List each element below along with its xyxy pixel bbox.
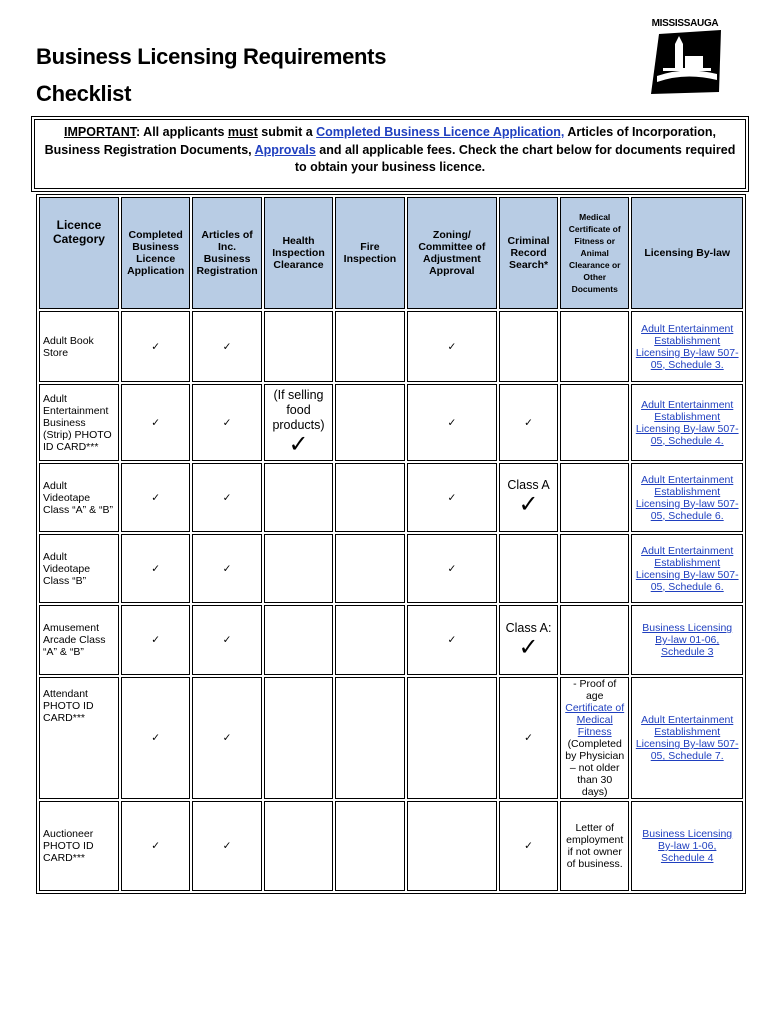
table-row — [39, 677, 743, 799]
important-notice-text — [41, 124, 739, 177]
empty-cell — [264, 605, 333, 675]
check-icon: ✓ — [518, 633, 539, 661]
medical-note-pre: - Proof of age — [573, 678, 617, 702]
medical-note-cell — [560, 677, 629, 799]
check-icon: ✓ — [192, 384, 261, 461]
header-medical-certificate: Medical Certificate of Fitness or Animal Clearance or Other Documents — [560, 197, 629, 309]
criminal-class-note: Class A — [507, 478, 550, 492]
notice-part-4: and all applicable fees. Check the chart below for documents required to obtain your business licence. — [294, 142, 736, 174]
criminal-class-cell — [499, 605, 558, 675]
row-category: Attendant PHOTO ID CARD*** — [39, 677, 119, 799]
check-icon: ✓ — [192, 801, 261, 891]
empty-cell — [407, 677, 497, 799]
empty-cell — [335, 311, 404, 382]
check-icon: ✓ — [407, 311, 497, 382]
check-icon: ✓ — [407, 463, 497, 532]
bylaw-link[interactable]: Adult Entertainment Establishment Licensing By-law 507-05, Schedule 7. — [631, 677, 743, 799]
check-icon: ✓ — [499, 384, 558, 461]
header-health-inspection: Health Inspection Clearance — [264, 197, 333, 309]
empty-cell — [335, 677, 404, 799]
table-row — [39, 311, 743, 382]
check-icon: ✓ — [192, 677, 261, 799]
completed-application-link[interactable]: Completed Business Licence Application, — [316, 125, 565, 139]
header-criminal-record: Criminal Record Search* — [499, 197, 558, 309]
logo-wordmark: MISSISSAUGA — [651, 18, 719, 29]
notice-part-3: Articles of Incorporation, Business Registration Documents, — [44, 125, 716, 157]
check-icon: ✓ — [192, 311, 261, 382]
row-category: Adult Book Store — [39, 311, 119, 382]
table-row — [39, 605, 743, 675]
empty-cell — [335, 801, 404, 891]
table-row — [39, 463, 743, 532]
bylaw-link[interactable]: Business Licensing By-law 1-06, Schedule 4 — [631, 801, 743, 891]
check-icon: ✓ — [499, 801, 558, 891]
row-category: Amusement Arcade Class “A” & “B” — [39, 605, 119, 675]
header-articles-of-inc: Articles of Inc. Business Registration — [192, 197, 261, 309]
criminal-class-cell — [499, 463, 558, 532]
empty-cell — [499, 311, 558, 382]
empty-cell — [560, 384, 629, 461]
empty-cell — [264, 534, 333, 603]
notice-part-2: submit a — [257, 125, 317, 139]
empty-cell — [264, 677, 333, 799]
medical-note-post: (Completed by Physician – not older than 30 days) — [565, 738, 625, 798]
table-row — [39, 534, 743, 603]
check-icon: ✓ — [407, 605, 497, 675]
important-notice-box — [34, 119, 746, 189]
table-header-row — [39, 197, 743, 309]
check-icon: ✓ — [288, 431, 309, 458]
bylaw-link[interactable]: Business Licensing By-law 01-06, Schedule 3 — [631, 605, 743, 675]
empty-cell — [335, 463, 404, 532]
health-note: (If selling food products) — [272, 388, 325, 432]
empty-cell — [560, 605, 629, 675]
row-category: Auctioneer PHOTO ID CARD*** — [39, 801, 119, 891]
check-icon: ✓ — [518, 491, 539, 518]
check-icon: ✓ — [407, 384, 497, 461]
bylaw-link[interactable]: Adult Entertainment Establishment Licensing By-law 507-05, Schedule 3. — [631, 311, 743, 382]
mississauga-logo — [645, 18, 725, 98]
check-icon: ✓ — [192, 463, 261, 532]
empty-cell — [335, 605, 404, 675]
empty-cell — [560, 534, 629, 603]
check-icon: ✓ — [121, 677, 190, 799]
row-category: Adult Entertainment Business (Strip) PHOTO ID CARD*** — [39, 384, 119, 461]
criminal-class-note: Class A: — [505, 620, 552, 635]
empty-cell — [560, 311, 629, 382]
header-licensing-bylaw: Licensing By-law — [631, 197, 743, 309]
check-icon: ✓ — [407, 534, 497, 603]
table-row — [39, 384, 743, 461]
header-zoning: Zoning/ Committee of Adjustment Approval — [407, 197, 497, 309]
medical-note: Letter of employment if not owner of business. — [560, 801, 629, 891]
requirements-table — [36, 194, 746, 894]
check-icon: ✓ — [121, 311, 190, 382]
check-icon: ✓ — [121, 384, 190, 461]
empty-cell — [407, 801, 497, 891]
check-icon: ✓ — [499, 677, 558, 799]
check-icon: ✓ — [121, 534, 190, 603]
important-label: IMPORTANT — [64, 125, 136, 139]
bylaw-link[interactable]: Adult Entertainment Establishment Licensing By-law 507-05, Schedule 6. — [631, 534, 743, 603]
empty-cell — [335, 534, 404, 603]
check-icon: ✓ — [121, 801, 190, 891]
notice-part-1: : All applicants — [136, 125, 228, 139]
page-title — [36, 38, 386, 112]
title-line-1: Business Licensing Requirements — [36, 44, 387, 69]
must-emphasis: must — [227, 125, 258, 139]
empty-cell — [264, 801, 333, 891]
header-fire-inspection: Fire Inspection — [335, 197, 404, 309]
health-note-cell — [264, 384, 333, 461]
row-category: Adult Videotape Class “A” & “B” — [39, 463, 119, 532]
empty-cell — [499, 534, 558, 603]
header-licence-category: Licence Category — [39, 197, 119, 309]
medical-certificate-link[interactable]: Certificate of Medical Fitness — [565, 702, 625, 738]
logo-emblem-icon — [645, 18, 725, 98]
row-category: Adult Videotape Class “B” — [39, 534, 119, 603]
empty-cell — [264, 311, 333, 382]
title-line-2: Checklist — [36, 81, 132, 106]
check-icon: ✓ — [192, 605, 261, 675]
check-icon: ✓ — [192, 534, 261, 603]
bylaw-link[interactable]: Adult Entertainment Establishment Licensing By-law 507-05, Schedule 6. — [631, 463, 743, 532]
empty-cell — [335, 384, 404, 461]
bylaw-link[interactable]: Adult Entertainment Establishment Licensing By-law 507-05, Schedule 4. — [631, 384, 743, 461]
approvals-link[interactable]: Approvals — [254, 142, 316, 157]
check-icon: ✓ — [121, 463, 190, 532]
check-icon: ✓ — [121, 605, 190, 675]
empty-cell — [560, 463, 629, 532]
header-completed-application: Completed Business Licence Application — [121, 197, 190, 309]
empty-cell — [264, 463, 333, 532]
table-row — [39, 801, 743, 891]
